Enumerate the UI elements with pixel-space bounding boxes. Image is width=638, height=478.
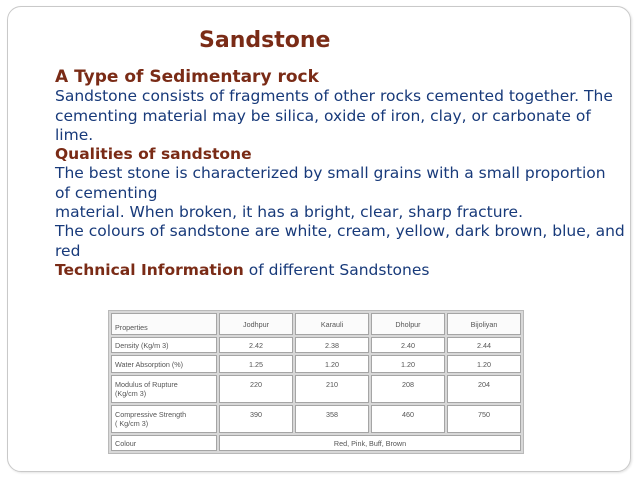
row-label-line-1: Compressive Strength [115, 410, 187, 419]
header-bijoliyan: Bijoliyan [447, 313, 521, 335]
cell-value: 1.20 [447, 355, 521, 373]
slide-title: Sandstone [199, 28, 331, 53]
row-label [111, 375, 217, 403]
cell-value: 1.25 [219, 355, 293, 373]
row-label: Density (Kg/m 3) [111, 337, 217, 353]
table-row [111, 355, 521, 373]
header-properties: Properties [111, 313, 217, 335]
technical-info-line [55, 261, 625, 280]
cell-value: 2.44 [447, 337, 521, 353]
table-header-row [111, 313, 521, 335]
cell-value: 750 [447, 405, 521, 433]
table-row [111, 405, 521, 433]
slide-body [55, 68, 625, 280]
cell-value: 390 [219, 405, 293, 433]
header-jodhpur: Jodhpur [219, 313, 293, 335]
qualities-heading: Qualities of sandstone [55, 145, 252, 164]
cell-value: 1.20 [371, 355, 445, 373]
table-row [111, 435, 521, 451]
cell-value: 2.38 [295, 337, 369, 353]
row-label-line-2: ( Kg/cm 3) [115, 419, 149, 428]
section-heading: A Type of Sedimentary rock [55, 67, 319, 87]
colour-value: Red, Pink, Buff, Brown [219, 435, 521, 451]
cell-value: 210 [295, 375, 369, 403]
qualities-line-1: The best stone is characterized by small grains with a small proportion of cementing [55, 164, 606, 202]
cell-value: 460 [371, 405, 445, 433]
header-karauli: Karauli [295, 313, 369, 335]
cell-value: 220 [219, 375, 293, 403]
cell-value: 2.40 [371, 337, 445, 353]
colours-paragraph: The colours of sandstone are white, cream, yellow, dark brown, blue, and red [55, 222, 625, 260]
cell-value: 204 [447, 375, 521, 403]
row-label: Water Absorption (%) [111, 355, 217, 373]
row-label-line-1: Modulus of Rupture [115, 380, 178, 389]
table-row [111, 337, 521, 353]
header-dholpur: Dholpur [371, 313, 445, 335]
technical-info-bold: Technical Information [55, 260, 244, 279]
table-row [111, 375, 521, 403]
cell-value: 208 [371, 375, 445, 403]
sandstone-properties-table [108, 310, 524, 454]
cell-value: 2.42 [219, 337, 293, 353]
row-label-colour: Colour [111, 435, 217, 451]
qualities-line-2: material. When broken, it has a bright, clear, sharp fracture. [55, 203, 524, 222]
row-label-line-2: (Kg/cm 3) [115, 389, 147, 398]
intro-paragraph: Sandstone consists of fragments of other rocks cemented together. The cementing material may be silica, oxide of iron, clay, or carbonate of lime. [55, 87, 613, 144]
technical-info-rest: of different Sandstones [243, 260, 430, 279]
cell-value: 358 [295, 405, 369, 433]
cell-value: 1.20 [295, 355, 369, 373]
row-label [111, 405, 217, 433]
